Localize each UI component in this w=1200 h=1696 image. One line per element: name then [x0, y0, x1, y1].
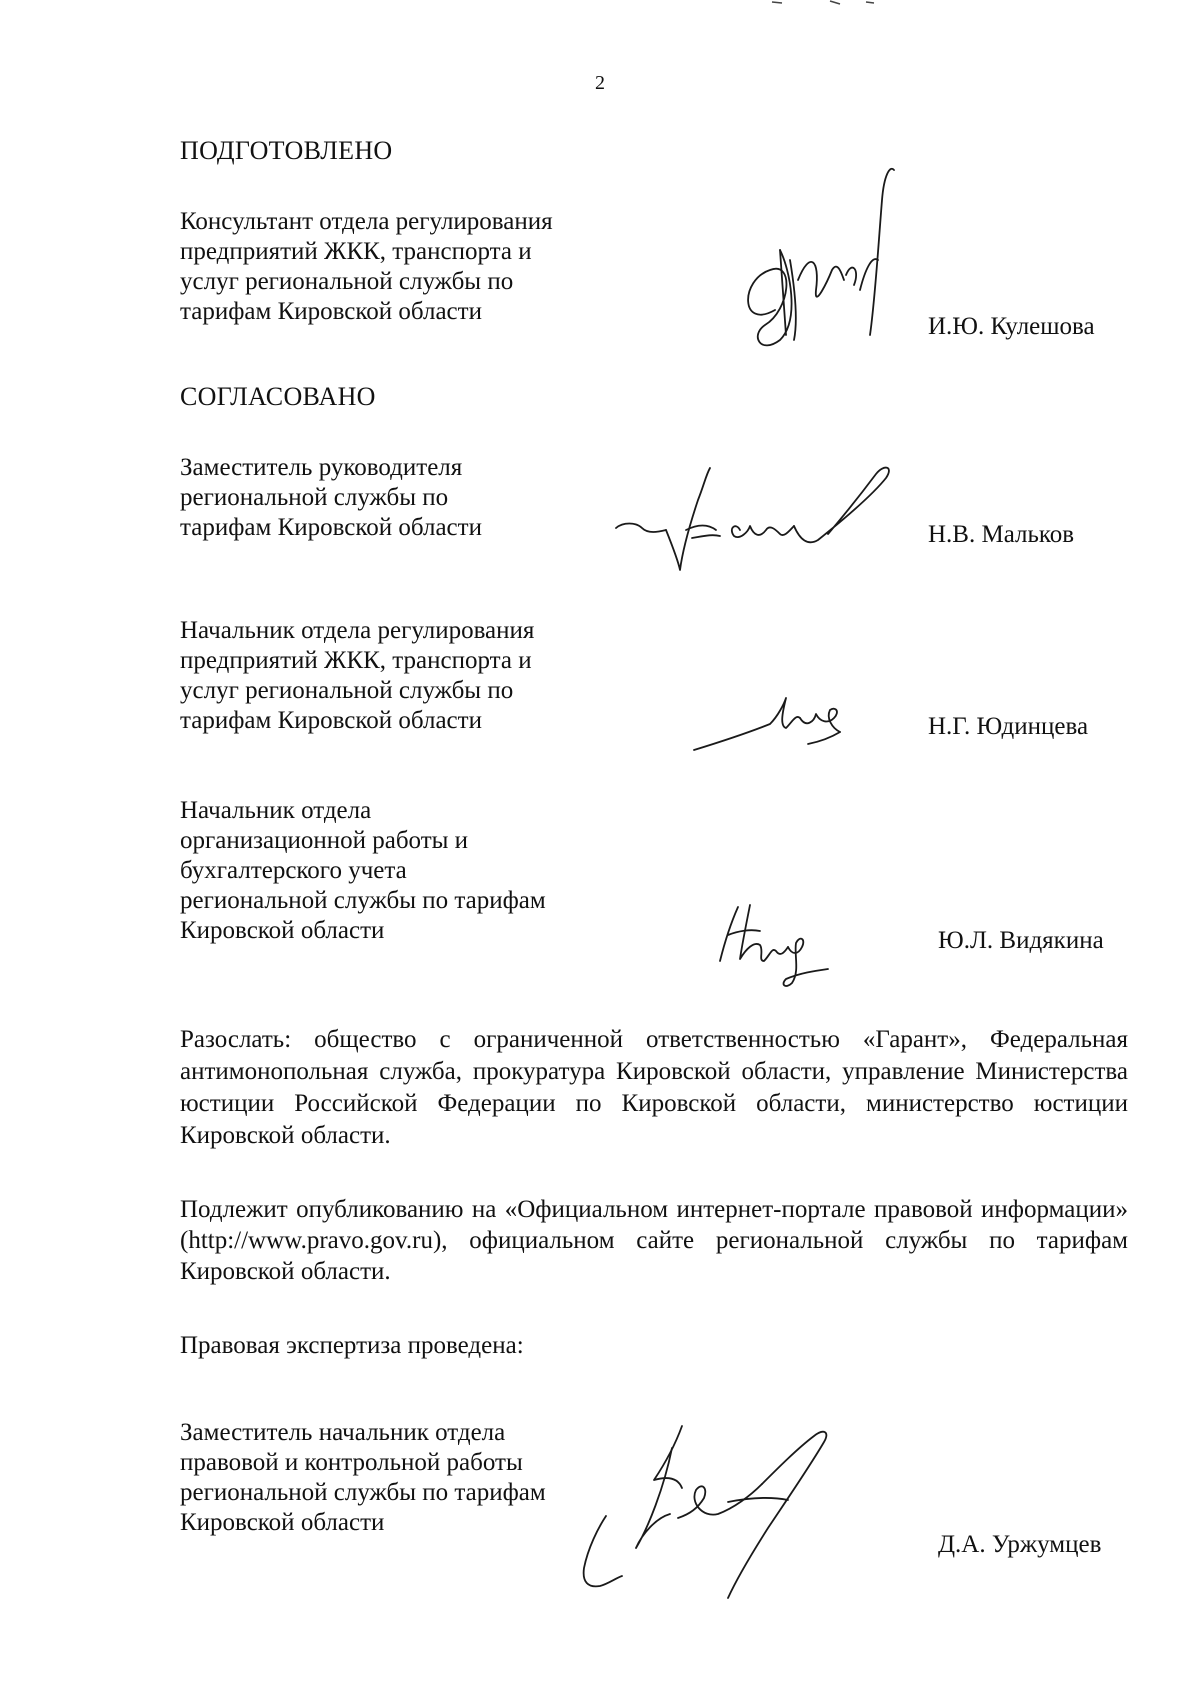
prepared-name: И.Ю. Кулешова [928, 313, 1095, 340]
signature-urzhumtsev [578, 1418, 888, 1608]
position-line: услуг региональной службы по [180, 677, 514, 704]
position-line: Начальник отдела регулирования [180, 617, 535, 644]
position-line: бухгалтерского учета [180, 857, 407, 884]
position-line: Консультант отдела регулирования [180, 208, 553, 235]
legal-review-heading [180, 1331, 780, 1361]
prepared-heading: ПОДГОТОВЛЕНО [180, 136, 393, 165]
position-line: региональной службы по тарифам [180, 1479, 546, 1506]
agreed-heading: СОГЛАСОВАНО [180, 382, 376, 411]
position-line: услуг региональной службы по [180, 268, 514, 295]
agreed-name-3: Ю.Л. Видякина [938, 927, 1104, 954]
publication-paragraph: Подлежит опубликованию на «Официальном интернет-портале правовой информации» (http://www.pravo.gov.ru), официальном сайте региональной службы по тарифам Кировской области. [180, 1196, 1128, 1285]
signature-yudintseva [690, 688, 860, 768]
position-line: Начальник отдела [180, 797, 372, 824]
distribution-paragraph: Разослать: общество с ограниченной ответственностью «Гарант», Федеральная антимонопольная служба, прокуратура Кировской области, управление Министерства юстиции Российской Федерации по Кировской области, министерство юстиции Кировской области. [180, 1026, 1128, 1149]
position-line: правовой и контрольной работы [180, 1449, 523, 1476]
position-line: региональной службы по тарифам [180, 887, 546, 914]
legal-review-name: Д.А. Уржумцев [938, 1531, 1102, 1558]
position-line: тарифам Кировской области [180, 298, 482, 325]
position-line: Заместитель руководителя [180, 454, 463, 481]
agreed-name-1: Н.В. Мальков [928, 521, 1075, 548]
agreed-position-2 [180, 616, 610, 736]
position-line: Заместитель начальник отдела [180, 1419, 506, 1446]
signature-vidyakina [710, 895, 840, 995]
position-line: Кировской области [180, 917, 385, 944]
position-line: региональной службы по [180, 484, 449, 511]
position-line: тарифам Кировской области [180, 514, 482, 541]
page-number: 2 [595, 72, 605, 94]
signature-malkov [608, 460, 908, 590]
position-line: организационной работы и [180, 827, 469, 854]
agreed-position-3 [180, 796, 610, 946]
legal-review-heading-text: Правовая экспертиза проведена: [180, 1332, 524, 1359]
prepared-position [180, 207, 610, 327]
position-line: предприятий ЖКК, транспорта и [180, 647, 532, 674]
scan-edge-mark [770, 0, 880, 6]
position-line: предприятий ЖКК, транспорта и [180, 238, 532, 265]
position-line: тарифам Кировской области [180, 707, 482, 734]
agreed-position-1 [180, 453, 610, 543]
position-line: Кировской области [180, 1509, 385, 1536]
agreed-name-2: Н.Г. Юдинцева [928, 713, 1089, 740]
legal-review-position [180, 1418, 610, 1538]
signature-kuleshova [720, 160, 900, 360]
